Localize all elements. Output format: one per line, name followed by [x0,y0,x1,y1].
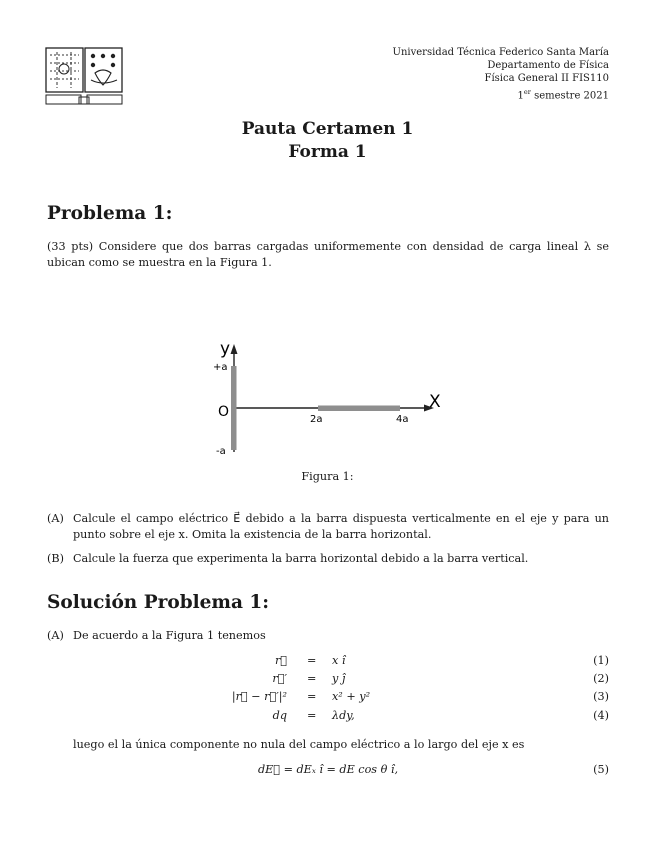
equation-2-eq: = [307,672,317,685]
origin-label: O [218,404,230,420]
y-axis-label: y [220,339,231,359]
problem-statement: (33 pts) Considere que dos barras cargadas uniformemente con densidad de carga lineal λ se ubican como se muestra en la Figura 1. [47,240,609,269]
title-line-2: Forma 1 [288,142,367,162]
question-a-text: Calcule el campo eléctrico E⃗ debido a la barra dispuesta verticalmente en el eje y para un punto sobre el eje x. Omita la existencia de la barra horizontal. [73,512,609,541]
equation-2 [47,672,609,689]
course-name: Física General II FIS110 [484,73,609,85]
equation-2-lhs: r⃗′ [272,672,287,685]
solution-part-a [47,628,609,644]
solution-heading: Solución Problema 1: [47,592,270,613]
plus-a-label: +a [213,362,228,373]
solution-part-a-label: (A) [47,629,64,642]
equation-4-lhs: dq [272,709,287,722]
equation-3-eq: = [307,690,317,703]
solution-part-a-intro: De acuerdo a la Figura 1 tenemos [73,629,266,642]
equation-4-rhs: λdy, [332,709,355,722]
problem-heading: Problema 1: [47,203,173,224]
question-b-text: Calcule la fuerza que experimenta la barra horizontal debido a la barra vertical. [73,552,529,565]
equation-3-lhs: |r⃗ − r⃗′|² [231,690,287,703]
equation-1 [47,654,609,671]
figure-caption: Figura 1: [301,470,354,483]
university-name: Universidad Técnica Federico Santa María [392,47,609,58]
equation-1-rhs: x î [332,654,346,667]
question-b-label: (B) [47,552,64,565]
equation-3-number: (3) [593,690,609,703]
equation-2-rhs: y ĵ [332,672,346,685]
equation-4-eq: = [307,709,317,722]
semester: 1er semestre 2021 [517,87,609,101]
equation-3-rhs: x² + y² [332,690,371,703]
title-line-1: Pauta Certamen 1 [241,119,414,139]
figure-1 [0,330,655,465]
question-b [47,551,609,567]
x-axis-label: X [429,392,441,412]
document-header [393,46,609,102]
equation-5-number: (5) [593,763,609,776]
department-name: Departamento de Física [487,60,609,72]
solution-followup-text: luego el la única componente no nula del campo eléctrico a lo largo del eje x es [73,738,525,751]
equation-3 [47,690,609,707]
vertical-charged-bar [231,366,237,450]
equation-4 [47,709,609,726]
y-axis-arrow-icon [231,344,238,354]
equation-1-lhs: r⃗ [274,654,287,667]
equation-4-number: (4) [593,709,609,722]
four-a-label: 4a [396,414,409,425]
crest-icon [45,47,123,109]
equation-1-number: (1) [593,654,609,667]
question-a [47,511,609,542]
minus-a-label: -a [216,446,226,457]
equation-5-body: dE⃗ = dEₓ î = dE cos θ î, [257,763,399,776]
question-a-label: (A) [47,512,64,525]
page-title [0,118,655,164]
university-crest [45,47,123,113]
two-a-label: 2a [310,414,323,425]
equation-1-eq: = [307,654,317,667]
equation-2-number: (2) [593,672,609,685]
horizontal-charged-bar [318,406,400,412]
